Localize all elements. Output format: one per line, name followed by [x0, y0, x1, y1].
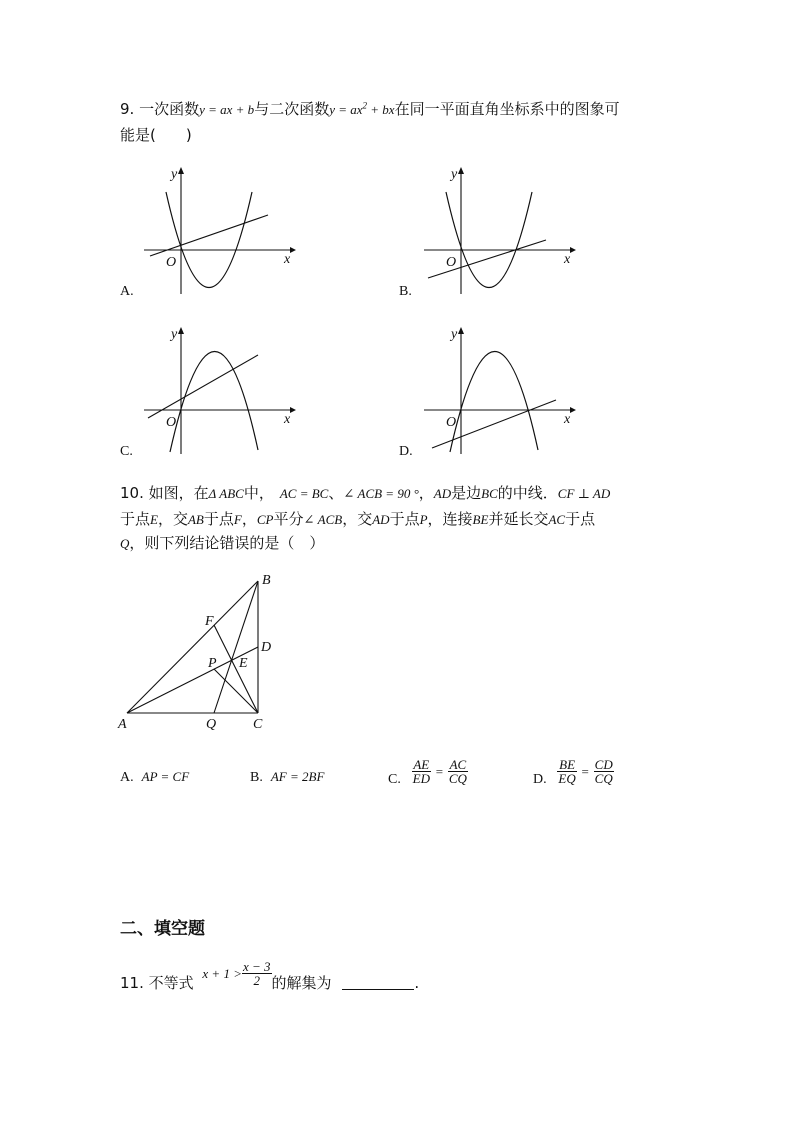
graph-c-y-label: y — [171, 327, 178, 342]
graph-d-x-label: x — [564, 412, 571, 427]
point-p-label: P — [208, 656, 217, 671]
section-heading: 二、填空题 — [120, 919, 205, 939]
q10-line3: Q，则下列结论错误的是（ ） — [120, 534, 325, 552]
q11-lhs: x + 1 > — [202, 965, 242, 981]
q10-option-a[interactable]: A. AP = CF — [120, 769, 190, 785]
graph-c — [140, 322, 300, 457]
graph-b — [420, 162, 580, 297]
q10-line1: 10. 如图，在Δ ABC中， AC = BC、∠ ACB = 90 °，AD是边BC的中线．CF ⊥ AD — [120, 484, 611, 502]
q9-linear-function: y = ax + b — [199, 102, 255, 117]
graph-c-x-label: x — [284, 412, 291, 427]
graph-d — [420, 322, 580, 457]
graph-d-option-label[interactable]: D. — [399, 444, 413, 459]
q9-quadratic-function: $y = ax^2$ + bx — [329, 100, 395, 117]
graph-d-origin-label: O — [446, 415, 457, 430]
graph-a-y-label: y — [171, 167, 178, 182]
q10-option-b[interactable]: B. AF = 2BF — [250, 769, 325, 785]
graph-a-origin-label: O — [166, 255, 177, 270]
point-f-label: F — [205, 614, 214, 629]
graph-b-x-label: x — [564, 252, 571, 267]
graph-d-y-label: y — [451, 327, 458, 342]
point-d-label: D — [261, 640, 272, 655]
q10-option-c[interactable]: C. $\frac{AE}{ED}$ = $\frac{AC}{CQ}$ — [388, 757, 467, 787]
point-a-label: A — [118, 717, 127, 732]
graph-a-option-label[interactable]: A. — [120, 284, 134, 299]
q9-line2: 能是( ) — [120, 126, 192, 144]
q9-prefix: 9. 一次函数 — [120, 100, 200, 118]
graph-b-y-label: y — [451, 167, 458, 182]
q11-answer-blank[interactable] — [342, 975, 414, 990]
q9-mid-text: 与二次函数 — [254, 100, 330, 118]
graph-c-origin-label: O — [166, 415, 177, 430]
q9-line1 — [120, 98, 620, 119]
graph-b-origin-label: O — [446, 255, 457, 270]
q10-option-d[interactable]: D. $\frac{BE}{EQ}$ = $\frac{CD}{CQ}$ — [533, 757, 613, 787]
q10-line2: 于点E，交AB于点F，CP平分∠ ACB，交AD于点P，连接BE并延长交AC于点 — [120, 510, 596, 528]
graph-c-option-label[interactable]: C. — [120, 444, 133, 459]
graph-a-x-label: x — [284, 252, 291, 267]
q11-line: 11. 不等式 x + 1 > $\frac{x - 3}{2}$ 的解集为 . — [120, 959, 420, 992]
triangle-figure — [110, 568, 290, 738]
point-e-label: E — [239, 656, 248, 671]
q11-prefix: 11. 不等式 — [120, 974, 194, 992]
q11-fraction: $\frac{x - 3}{2}$ — [242, 959, 271, 988]
point-c-label: C — [253, 717, 263, 732]
point-q-label: Q — [206, 717, 217, 732]
q9-suffix: 在同一平面直角坐标系中的图象可 — [394, 100, 620, 118]
graph-b-option-label[interactable]: B. — [399, 284, 412, 299]
q11-suffix: 的解集为 — [271, 974, 332, 992]
point-b-label: B — [262, 573, 271, 588]
graph-a — [140, 162, 300, 297]
